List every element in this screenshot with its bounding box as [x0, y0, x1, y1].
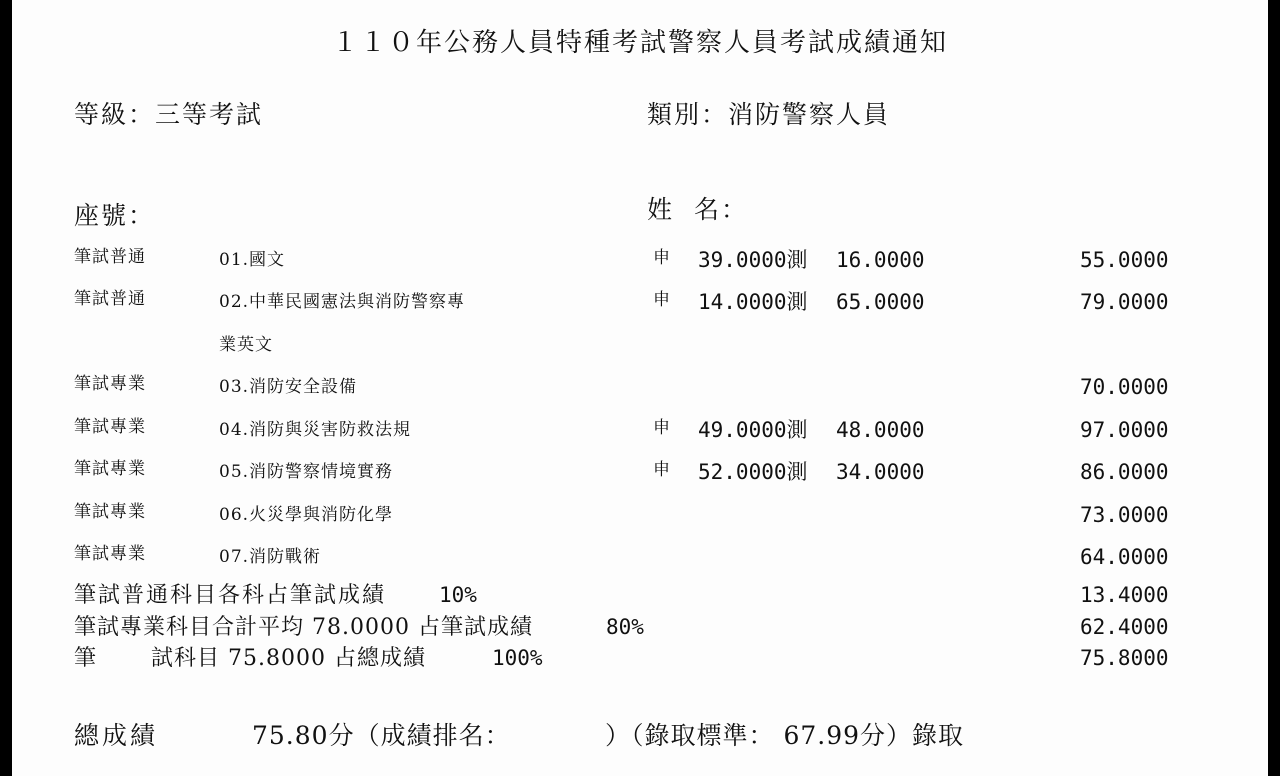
summary-3-label-rest: 試科目 75.8000 占總成績	[151, 646, 426, 671]
summary-1-pct: 10%	[439, 583, 477, 607]
row-4-subject: 04.消防與災害防救法規	[219, 420, 412, 440]
row-5-subject: 05.消防警察情境實務	[219, 462, 394, 482]
row-1-value-b: 16.0000	[836, 248, 925, 272]
row-4-value-b: 48.0000	[836, 418, 925, 442]
row-6-type: 筆試專業	[74, 502, 146, 522]
row-7-subject: 07.消防戰術	[219, 547, 322, 567]
page-title: １１０年公務人員特種考試警察人員考試成績通知	[331, 28, 948, 58]
row-6-score: 73.0000	[1080, 503, 1169, 527]
row-2-subject-cont: 業英文	[219, 335, 273, 355]
row-6-subject: 06.火災學與消防化學	[219, 505, 394, 525]
total-label: 總成績	[74, 721, 159, 750]
summary-1-score: 13.4000	[1080, 583, 1169, 607]
exam-category: 類別：消防警察人員	[647, 100, 891, 129]
row-2-type: 筆試普通	[74, 289, 146, 309]
row-4-value-a: 49.0000測	[698, 418, 808, 442]
summary-3-label: 筆	[74, 646, 99, 671]
row-4-score: 97.0000	[1080, 418, 1169, 442]
row-2-value-a: 14.0000測	[698, 290, 808, 314]
summary-3-pct: 100%	[492, 646, 543, 670]
summary-2-pct: 80%	[606, 615, 644, 639]
row-7-score: 64.0000	[1080, 545, 1169, 569]
row-3-type: 筆試專業	[74, 374, 146, 394]
row-1-subject: 01.國文	[219, 250, 286, 270]
summary-2-label: 筆試專業科目合計平均 78.0000 占筆試成績	[74, 615, 533, 640]
row-3-subject: 03.消防安全設備	[219, 377, 358, 397]
exam-grade: 等級：三等考試	[74, 100, 264, 129]
row-2-value-b: 65.0000	[836, 290, 925, 314]
row-4-type: 筆試專業	[74, 417, 146, 437]
row-1-type: 筆試普通	[74, 247, 146, 267]
row-1-value-a: 39.0000測	[698, 248, 808, 272]
row-1-mark-a: 申	[653, 248, 671, 268]
summary-3-score: 75.8000	[1080, 646, 1169, 670]
row-7-type: 筆試專業	[74, 544, 146, 564]
row-5-score: 86.0000	[1080, 460, 1169, 484]
row-3-score: 70.0000	[1080, 375, 1169, 399]
row-2-mark-a: 申	[653, 290, 671, 310]
total-value: 75.80分（成績排名：	[252, 721, 511, 750]
summary-1-label: 筆試普通科目各科占筆試成績	[74, 583, 387, 608]
row-5-value-a: 52.0000測	[698, 460, 808, 484]
row-1-score: 55.0000	[1080, 248, 1169, 272]
score-notice-page	[12, 0, 1268, 776]
name-label: 姓 名：	[647, 195, 748, 224]
row-5-type: 筆試專業	[74, 459, 146, 479]
row-4-mark-a: 申	[653, 418, 671, 438]
row-5-value-b: 34.0000	[836, 460, 925, 484]
summary-2-score: 62.4000	[1080, 615, 1169, 639]
row-5-mark-a: 申	[653, 460, 671, 480]
row-2-subject: 02.中華民國憲法與消防警察專	[219, 292, 466, 312]
seat-number-label: 座號：	[74, 201, 156, 230]
row-2-score: 79.0000	[1080, 290, 1169, 314]
total-admission: ）（錄取標準： 67.99分）錄取	[605, 721, 965, 750]
